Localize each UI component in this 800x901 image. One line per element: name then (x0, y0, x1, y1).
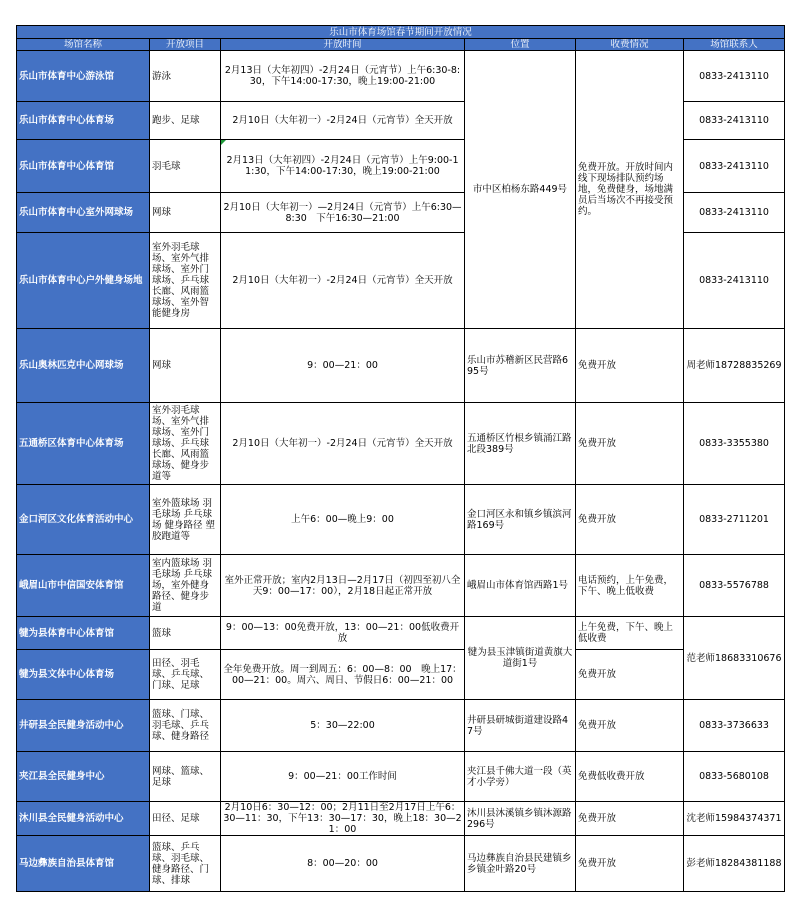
project-cell[interactable]: 室外羽毛球场、室外气排球场、室外门球场、乒乓球长廊、风雨篮球场、健身步道等 (150, 403, 221, 485)
sheet-title: 乐山市体育场馆春节期间开放情况 (17, 26, 785, 39)
project-cell[interactable]: 室内篮球场 羽毛球场 乒乓球场，室外健身路径、健身步道 (150, 555, 221, 617)
contact-cell[interactable]: 0833-5576788 (684, 555, 785, 617)
fee-cell[interactable]: 免费开放 (576, 403, 684, 485)
table-row (17, 51, 785, 102)
table-row (17, 617, 785, 650)
contact-cell[interactable]: 0833-5680108 (684, 752, 785, 802)
location-cell[interactable]: 井研县研城街道建设路47号 (465, 700, 576, 752)
contact-cell[interactable]: 彭老师18284381188 (684, 836, 785, 892)
table-row (17, 802, 785, 836)
location-cell[interactable]: 市中区柏杨东路449号 (465, 51, 576, 329)
fee-cell[interactable]: 电话预约，上午免费，下午、晚上低收费 (576, 555, 684, 617)
location-cell[interactable]: 五通桥区竹根乡镇涌江路北段389号 (465, 403, 576, 485)
fee-cell[interactable]: 免费开放 (576, 329, 684, 403)
time-cell[interactable]: 2月10日（大年初一）—2月24日（元宵节）上午6:30—8:30 下午16:30—21:00 (221, 193, 465, 233)
project-cell[interactable]: 网球、篮球、足球 (150, 752, 221, 802)
project-cell[interactable]: 跑步、足球 (150, 102, 221, 140)
time-cell[interactable]: 9：00—21：00 (221, 329, 465, 403)
contact-cell[interactable]: 0833-2413110 (684, 51, 785, 102)
venue-name-cell[interactable]: 沐川县全民健身活动中心 (17, 802, 150, 836)
table-row (17, 403, 785, 485)
project-cell[interactable]: 游泳 (150, 51, 221, 102)
contact-cell[interactable]: 0833-2413110 (684, 193, 785, 233)
location-cell[interactable]: 峨眉山市体育馆西路1号 (465, 555, 576, 617)
header-project: 开放项目 (150, 39, 221, 51)
project-cell[interactable]: 网球 (150, 329, 221, 403)
time-cell[interactable]: 2月10日（大年初一）-2月24日（元宵节）全天开放 (221, 233, 465, 329)
project-cell[interactable]: 网球 (150, 193, 221, 233)
header-time: 开放时间 (221, 39, 465, 51)
table-row (17, 836, 785, 892)
venue-table (16, 25, 785, 892)
contact-cell[interactable]: 范老师18683310676 (684, 617, 785, 700)
time-cell[interactable]: 2月10日（大年初一）-2月24日（元宵节）全天开放 (221, 102, 465, 140)
table-row (17, 700, 785, 752)
header-location: 位置 (465, 39, 576, 51)
contact-cell[interactable]: 沈老师15984374371 (684, 802, 785, 836)
venue-name-cell[interactable]: 马边彝族自治县体育馆 (17, 836, 150, 892)
venue-name-cell[interactable]: 乐山市体育中心室外网球场 (17, 193, 150, 233)
contact-cell[interactable]: 0833-2413110 (684, 140, 785, 193)
table-row (17, 555, 785, 617)
project-cell[interactable]: 田径、羽毛球、乒乓球、门球、足球 (150, 650, 221, 700)
time-cell[interactable]: 2月13日（大年初四）-2月24日（元宵节）上午6:30-8:30，下午14:00-17:30，晚上19:00-21:00 (221, 51, 465, 102)
fee-cell[interactable]: 免费开放 (576, 836, 684, 892)
header-venue: 场馆名称 (17, 39, 150, 51)
fee-cell[interactable]: 免费开放。开放时间内线下现场排队预约场地，免费健身，场地满员后当场次不再接受预约。 (576, 51, 684, 329)
header-fee: 收费情况 (576, 39, 684, 51)
time-cell[interactable]: 2月10日（大年初一）-2月24日（元宵节）全天开放 (221, 403, 465, 485)
time-cell[interactable]: 9：00—13：00免费开放，13：00—21：00低收费开放 (221, 617, 465, 650)
time-cell[interactable]: 8：00—20：00 (221, 836, 465, 892)
time-cell[interactable]: 2月10日6：30—12：00；2月11日至2月17日上午6：30—11：30，下午13：30—17：30，晚上18：30—21：00 (221, 802, 465, 836)
project-cell[interactable]: 田径、足球 (150, 802, 221, 836)
contact-cell[interactable]: 0833-2711201 (684, 485, 785, 555)
project-cell[interactable]: 羽毛球 (150, 140, 221, 193)
fee-cell[interactable]: 免费开放 (576, 700, 684, 752)
fee-cell[interactable]: 免费开放 (576, 802, 684, 836)
time-cell[interactable]: 室外正常开放；室内2月13日—2月17日（初四至初八全天9：00—17：00），2月18日起正常开放 (221, 555, 465, 617)
fee-cell[interactable]: 上午免费，下午、晚上低收费 (576, 617, 684, 650)
venue-name-cell[interactable]: 五通桥区体育中心体育场 (17, 403, 150, 485)
table-row (17, 329, 785, 403)
location-cell[interactable]: 犍为县玉津镇街道黄旗大道街1号 (465, 617, 576, 700)
venue-name-cell[interactable]: 乐山市体育中心体育场 (17, 102, 150, 140)
location-cell[interactable]: 沐川县沐溪镇乡镇沐源路296号 (465, 802, 576, 836)
venue-name-cell[interactable]: 乐山市体育中心游泳馆 (17, 51, 150, 102)
time-cell[interactable]: 9：00—21：00工作时间 (221, 752, 465, 802)
fee-cell[interactable]: 免费开放 (576, 485, 684, 555)
project-cell[interactable]: 篮球 (150, 617, 221, 650)
contact-cell[interactable]: 0833-2413110 (684, 102, 785, 140)
venue-name-cell[interactable]: 夹江县全民健身中心 (17, 752, 150, 802)
time-cell[interactable]: 5：30—22:00 (221, 700, 465, 752)
fee-cell[interactable]: 免费开放 (576, 650, 684, 700)
venue-name-cell[interactable]: 犍为县文体中心体育场 (17, 650, 150, 700)
venue-name-cell[interactable]: 峨眉山市中信国安体育馆 (17, 555, 150, 617)
project-cell[interactable]: 室外篮球场 羽毛球场 乒乓球场 健身路径 塑胶跑道等 (150, 485, 221, 555)
contact-cell[interactable]: 0833-2413110 (684, 233, 785, 329)
table-row (17, 650, 785, 700)
contact-cell[interactable]: 周老师18728835269 (684, 329, 785, 403)
location-cell[interactable]: 夹江县千佛大道一段（英才小学旁） (465, 752, 576, 802)
venue-name-cell[interactable]: 乐山市体育中心户外健身场地 (17, 233, 150, 329)
table-row (17, 485, 785, 555)
project-cell[interactable]: 篮球、乒乓球、羽毛球、健身路径、门球、排球 (150, 836, 221, 892)
location-cell[interactable]: 金口河区永和镇乡镇滨河路169号 (465, 485, 576, 555)
venue-name-cell[interactable]: 乐山奥林匹克中心网球场 (17, 329, 150, 403)
table-row (17, 752, 785, 802)
contact-cell[interactable]: 0833-3736633 (684, 700, 785, 752)
venue-name-cell[interactable]: 犍为县体育中心体育馆 (17, 617, 150, 650)
header-contact: 场馆联系人 (684, 39, 785, 51)
time-cell[interactable]: 2月13日（大年初四）-2月24日（元宵节）上午9:00-11:30，下午14:00-17:30，晚上19:00-21:00 (221, 140, 465, 193)
venue-name-cell[interactable]: 井研县全民健身活动中心 (17, 700, 150, 752)
fee-cell[interactable]: 免费低收费开放 (576, 752, 684, 802)
project-cell[interactable]: 室外羽毛球场、室外气排球场、室外门球场、乒乓球长廊、风雨篮球场、室外智能健身房 (150, 233, 221, 329)
location-cell[interactable]: 马边彝族自治县民建镇乡乡镇金叶路20号 (465, 836, 576, 892)
contact-cell[interactable]: 0833-3355380 (684, 403, 785, 485)
venue-name-cell[interactable]: 乐山市体育中心体育馆 (17, 140, 150, 193)
location-cell[interactable]: 乐山市苏稽新区民营路695号 (465, 329, 576, 403)
time-cell[interactable]: 上午6：00—晚上9：00 (221, 485, 465, 555)
venue-name-cell[interactable]: 金口河区文化体育活动中心 (17, 485, 150, 555)
time-cell[interactable]: 全年免费开放。周一到周五：6：00—8：00 晚上17：00—21：00。周六、周日、节假日6：00—21：00 (221, 650, 465, 700)
project-cell[interactable]: 篮球、门球、羽毛球、乒乓球、健身路径 (150, 700, 221, 752)
